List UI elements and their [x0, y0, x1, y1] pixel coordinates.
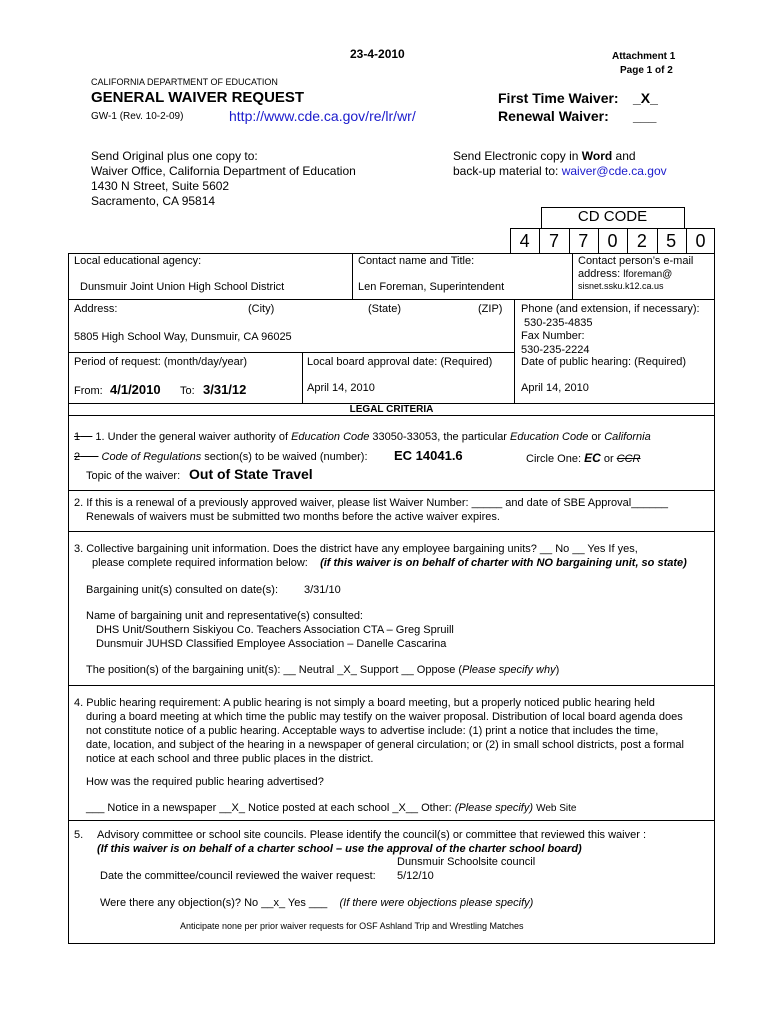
cd-code-digit[interactable]: 2	[636, 231, 647, 251]
cd-code-digit[interactable]: 0	[695, 231, 706, 251]
objection-specify: (If there were objections please specify)	[339, 897, 534, 909]
send-electronic-text: back-up material to:	[453, 164, 562, 178]
circle-or: or	[603, 453, 614, 465]
phone-label: Phone (and extension, if necessary):	[521, 303, 700, 315]
advertise-other-value[interactable]: Web Site	[536, 803, 577, 814]
address-label: Address:	[74, 303, 118, 315]
item-number: 1	[74, 431, 81, 443]
q1-text: 1. Under the general waiver authority of	[95, 431, 292, 443]
send-original-line: Send Original plus one copy to:	[91, 149, 258, 163]
waiver-email-link[interactable]: waiver@cde.ca.gov	[561, 164, 667, 178]
q3-charter-note: (if this waiver is on behalf of charter with NO bargaining unit, so state)	[320, 557, 687, 569]
email-label: Contact person’s e-mail	[578, 255, 694, 267]
form-title: GENERAL WAIVER REQUEST	[91, 89, 305, 106]
q4-line: during a board meeting at which time the public may testify on the waiver proposal. Distribution of local board agenda does	[86, 711, 683, 723]
cd-code-digit[interactable]: 4	[519, 231, 530, 251]
send-original-line: Sacramento, CA 95814	[91, 194, 216, 208]
position-options[interactable]: The position(s) of the bargaining unit(s): __ Neutral _X_ Support __ Oppose (	[86, 664, 463, 676]
position-options: )	[555, 664, 560, 676]
q1-text: Education Code	[291, 431, 370, 443]
department-name: CALIFORNIA DEPARTMENT OF EDUCATION	[91, 77, 278, 87]
legal-criteria-heading: LEGAL CRITERIA	[349, 404, 434, 415]
renewal-waiver-value[interactable]: ___	[633, 108, 657, 124]
q1-text: Education Code	[510, 431, 589, 443]
period-label: Period of request: (month/day/year)	[74, 356, 248, 368]
page-number: Page 1 of 2	[620, 65, 673, 76]
phone-value[interactable]: 530-235-4835	[524, 317, 593, 329]
circle-one-label: Circle One:	[526, 453, 582, 465]
address-value[interactable]: 5805 High School Way, Dunsmuir, CA 96025	[74, 331, 292, 343]
board-approval-value[interactable]: April 14, 2010	[307, 382, 375, 394]
send-electronic-text: and	[612, 149, 636, 163]
form-id: GW-1 (Rev. 10-2-09)	[91, 111, 184, 122]
bargaining-unit-name[interactable]: Dunsmuir JUHSD Classified Employee Association – Danelle Cascarina	[96, 638, 447, 650]
first-time-waiver-label: First Time Waiver:	[498, 90, 619, 106]
q2-note: Renewals of waivers must be submitted two months before the active waiver expires.	[86, 511, 500, 523]
cd-code-label: CD CODE	[577, 208, 648, 225]
email-value[interactable]: lforeman@	[623, 269, 673, 280]
hearing-date-value[interactable]: April 14, 2010	[521, 382, 589, 394]
review-date-value[interactable]: 5/12/10	[397, 870, 434, 882]
q4-how-advertised: How was the required public hearing advertised?	[86, 776, 324, 788]
lea-value[interactable]: Dunsmuir Joint Union High School District	[80, 281, 285, 293]
objection-options[interactable]: Were there any objection(s)? No __x_ Yes ___	[100, 897, 328, 909]
consulted-label: Bargaining unit(s) consulted on date(s):	[86, 584, 278, 596]
fax-value[interactable]: 530-235-2224	[521, 344, 590, 356]
email-value[interactable]: sisnet.ssku.k12.ca.us	[578, 281, 664, 291]
q4-line: date, location, and subject of the hearing in a newspaper of general circulation; or (2) in small school districts, post a formal	[86, 739, 684, 751]
objection-note[interactable]: Anticipate none per prior waiver requests for OSF Ashland Trip and Wrestling Matches	[180, 921, 524, 931]
q4-text-block	[74, 696, 684, 766]
position-specify: Please specify why	[462, 664, 556, 676]
to-label: To:	[180, 385, 195, 397]
cd-code-digit[interactable]: 0	[607, 231, 618, 251]
send-original-line: 1430 N Street, Suite 5602	[91, 179, 230, 193]
q5-charter-note: (If this waiver is on behalf of a charter school – use the approval of the charter school board)	[97, 843, 582, 855]
circle-ccr[interactable]: CCR	[616, 453, 641, 465]
attachment-label: Attachment 1	[612, 51, 676, 62]
q4-line: notice at each school and three public places in the district.	[86, 753, 374, 765]
send-original-line: Waiver Office, California Department of Education	[91, 164, 356, 178]
state-label: (State)	[368, 303, 402, 315]
bargaining-unit-name[interactable]: DHS Unit/Southern Siskiyou Co. Teachers Association CTA – Greg Spruill	[96, 624, 454, 636]
advertise-specify: (Please specify)	[454, 802, 533, 814]
consulted-value[interactable]: 3/31/10	[304, 584, 341, 596]
lea-label: Local educational agency:	[74, 255, 202, 267]
waiver-url-link[interactable]: http://www.cde.ca.gov/re/lr/wr/	[229, 108, 416, 124]
fax-label: Fax Number:	[521, 330, 585, 342]
advertise-options[interactable]: ___ Notice in a newspaper __X_ Notice posted at each school _X__ Other:	[86, 802, 455, 814]
topic-label: Topic of the waiver:	[86, 470, 181, 482]
circle-ec[interactable]: EC	[584, 451, 601, 465]
cd-code-digit[interactable]: 7	[578, 231, 589, 251]
city-label: (City)	[248, 303, 275, 315]
q3-text: please complete required information below:	[92, 557, 308, 569]
review-date-label: Date the committee/council reviewed the waiver request:	[100, 870, 376, 882]
q2-text: 2. If this is a renewal of a previously approved waiver, please list Waiver Number: _____ and date of SBE Approval______	[74, 497, 668, 509]
send-original-block	[91, 149, 356, 209]
email-label: address:	[578, 268, 624, 280]
zip-label: (ZIP)	[478, 303, 503, 315]
contact-label: Contact name and Title:	[358, 255, 475, 267]
first-time-waiver-value[interactable]: _X_	[633, 90, 658, 106]
item-number: 2	[74, 451, 81, 463]
council-name[interactable]: Dunsmuir Schoolsite council	[397, 856, 536, 868]
renewal-waiver-label: Renewal Waiver:	[498, 108, 609, 124]
to-value[interactable]: 3/31/12	[203, 382, 247, 397]
topic-value[interactable]: Out of State Travel	[189, 466, 313, 482]
cd-code-digit[interactable]: 5	[666, 231, 677, 251]
from-value[interactable]: 4/1/2010	[110, 382, 161, 397]
send-electronic-block	[453, 149, 667, 179]
from-label: From:	[74, 385, 103, 397]
bargaining-names-label: Name of bargaining unit and representative(s) consulted:	[86, 610, 363, 622]
q4-line: 4. Public hearing requirement: A public hearing is not simply a board meeting, but a properly noticed public hearing held	[74, 697, 655, 709]
cd-code-digit[interactable]: 7	[548, 231, 559, 251]
q5-number: 5.	[74, 829, 84, 841]
q5-text: Advisory committee or school site councils. Please identify the council(s) or committee that reviewed this waiver :	[97, 829, 646, 841]
q1-text: Code of Regulations	[101, 451, 202, 463]
hearing-date-label: Date of public hearing: (Required)	[521, 356, 687, 368]
section-number[interactable]: EC 14041.6	[394, 448, 463, 463]
document-date: 23-4-2010	[350, 47, 405, 61]
q1-text: section(s) to be waived (number):	[201, 451, 368, 463]
word-format: Word	[581, 149, 613, 163]
send-electronic-text: Send Electronic copy in	[453, 149, 582, 163]
q3-text: 3. Collective bargaining unit information. Does the district have any employee bargaining units? __ No __ Yes If yes,	[74, 543, 638, 555]
q1-text: or	[588, 431, 605, 443]
q1-text: 33050-33053, the particular	[369, 431, 511, 443]
board-approval-label: Local board approval date: (Required)	[307, 356, 493, 368]
q1-text: California	[604, 431, 651, 443]
q4-line: not constitute notice of a public hearing. Acceptable ways to advertise include: (1) print a notice that includes the time,	[86, 725, 659, 737]
contact-value[interactable]: Len Foreman, Superintendent	[358, 281, 505, 293]
